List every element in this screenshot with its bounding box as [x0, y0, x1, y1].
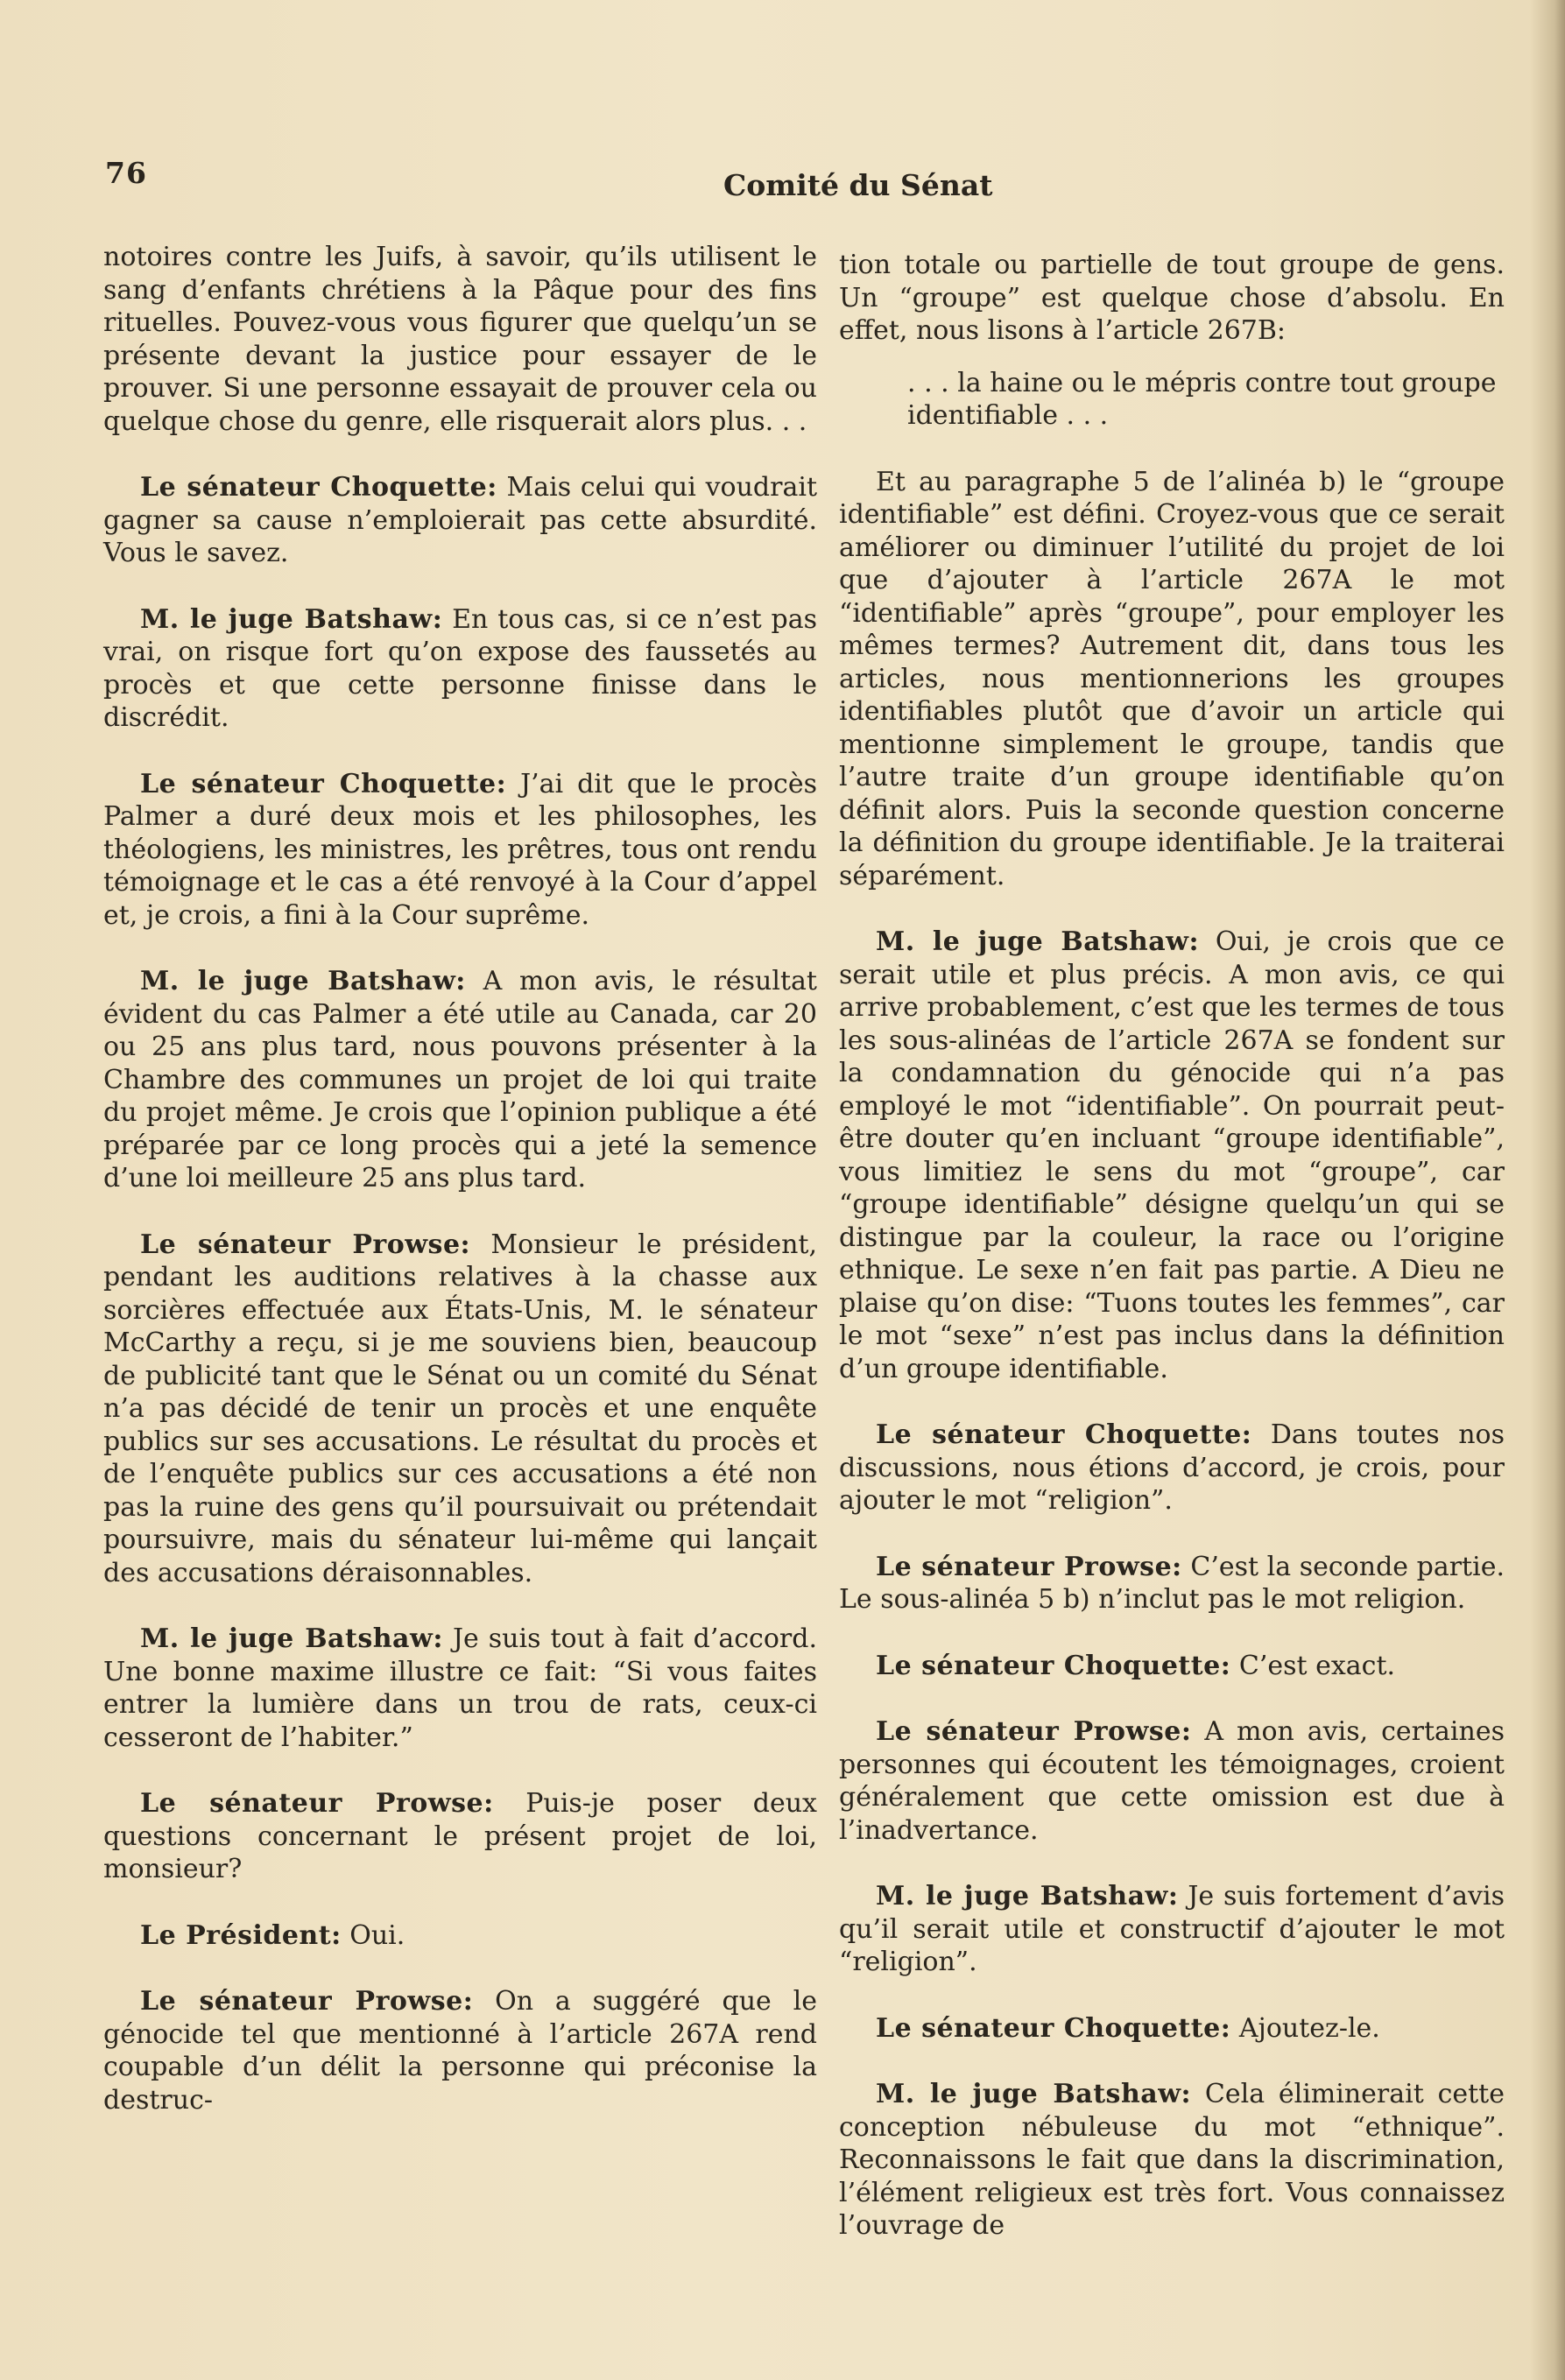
speaker-name: M. le juge Batshaw : [140, 604, 442, 635]
speech-paragraph: Le sénateur Prowse : C’est la seconde partie. Le sous-alinéa 5 b) n’inclut pas le mot religion. [839, 1551, 1505, 1616]
speaker-name: Le sénateur Choquette : [876, 2013, 1230, 2044]
speaker-name: M. le juge Batshaw : [876, 926, 1199, 957]
speech-paragraph: Le sénateur Prowse : On a suggéré que le génocide tel que mentionné à l’article 267A rend coupable d’un délit la personne qui préconise la destruc- [103, 1985, 817, 2116]
speaker-name: Le sénateur Prowse : [140, 1986, 473, 2017]
speech-paragraph: M. le juge Batshaw : A mon avis, le résultat évident du cas Palmer a été utile au Canada, car 20 ou 25 ans plus tard, nous pouvons présenter à la Chambre des communes un projet de loi qui traite du projet même. Je crois que l’opinion publique a été préparée par ce long procès qui a jeté la semence d’une loi meilleure 25 ans plus tard. [103, 965, 817, 1195]
speaker-name: Le sénateur Prowse : [876, 1552, 1182, 1582]
speaker-name: Le sénateur Prowse : [876, 1716, 1191, 1747]
block-quote: . . . la haine ou le mépris contre tout groupe identifiable . . . [907, 367, 1497, 431]
speech-paragraph: M. le juge Batshaw : En tous cas, si ce n’est pas vrai, on risque fort qu’on expose des faussetés au procès et que cette personne finisse dans le discrédit. [103, 603, 817, 735]
speaker-name: Le sénateur Choquette : [140, 769, 506, 799]
speech-paragraph: Le sénateur Prowse : Monsieur le président, pendant les auditions relatives à la chasse aux sorcières effectuée aux États-Unis, M. le sénateur McCarthy a reçu, si je me souviens bien, beaucoup de publicité tant que le Sénat ou un comité du Sénat n’a pas décidé de tenir un procès et une enquête publics sur ses accusations. Le résultat du procès et de l’enquête publics sur ces accusations a été non pas la ruine des gens qu’il poursuivait ou prétendait poursuivre, mais du sénateur lui-même qui lançait des accusations déraisonnables. [103, 1229, 817, 1590]
speech-paragraph: M. le juge Batshaw : Je suis tout à fait d’accord. Une bonne maxime illustre ce fait: “Si vous faites entrer la lumière dans un trou de rats, ceux-ci cesseront de l’habiter.” [103, 1623, 817, 1754]
speech-paragraph: Le sénateur Choquette : C’est exact. [839, 1650, 1505, 1683]
speaker-name: M. le juge Batshaw : [140, 1623, 443, 1654]
speech-paragraph: M. le juge Batshaw : Je suis fortement d’avis qu’il serait utile et constructif d’ajouter le mot “religion”. [839, 1880, 1505, 1979]
speech-paragraph: Le sénateur Prowse : Puis-je poser deux questions concernant le présent projet de loi, monsieur? [103, 1787, 817, 1886]
speech-paragraph: M. le juge Batshaw : Oui, je crois que ce serait utile et plus précis. A mon avis, ce qui arrive probablement, c’est que les termes de tous les sous-alinéas de l’article 267A se fondent sur la condamnation du génocide qui n’a pas employé le mot “identifiable”. On pourrait peut-être douter qu’en incluant “groupe identifiable”, vous limitiez le sens du mot “groupe”, car “groupe identifiable” désigne quelqu’un qui se distingue par la couleur, la race ou l’origine ethnique. Le sexe n’en fait pas partie. A Dieu ne plaise qu’on dise: “Tuons toutes les femmes”, car le mot “sexe” n’est pas inclus dans la définition d’un groupe identifiable. [839, 926, 1505, 1385]
speech-paragraph: Le sénateur Prowse : A mon avis, certaines personnes qui écoutent les témoignages, croient généralement que cette omission est due à l’inadvertance. [839, 1715, 1505, 1847]
paragraph: Et au paragraphe 5 de l’alinéa b) le “groupe identifiable” est défini. Croyez-vous que ce serait améliorer ou diminuer l’utilité du projet de loi que d’ajouter à l’article 267A le mot “identifiable” après “groupe”, pour employer les mêmes termes? Autrement dit, dans tous les articles, nous mentionnerions les groupes identifiables plutôt que d’avoir un article qui mentionne simplement le groupe, tandis que l’autre traite d’un groupe identifiable qu’on définit alors. Puis la seconde question concerne la définition du groupe identifiable. Je la traiterai séparément. [839, 466, 1505, 891]
page-edge-shadow [1530, 0, 1565, 2380]
left-column [103, 241, 817, 2150]
speech-paragraph: Le sénateur Choquette : Ajoutez-le. [839, 2012, 1505, 2046]
speaker-name: M. le juge Batshaw : [140, 966, 466, 996]
speech-paragraph: Le Président : Oui. [103, 1919, 817, 1953]
speaker-name: Le sénateur Prowse : [140, 1229, 470, 1260]
speech-paragraph: Le sénateur Choquette : J’ai dit que le procès Palmer a duré deux mois et les philosophes, les théologiens, les ministres, les prêtres, tous ont rendu témoignage et le cas a été renvoyé à la Cour d’appel et, je crois, a fini à la Cour suprême. [103, 768, 817, 933]
speaker-name: M. le juge Batshaw : [876, 1881, 1178, 1912]
speech-paragraph: Le sénateur Choquette : Mais celui qui voudrait gagner sa cause n’emploierait pas cette absurdité. Vous le savez. [103, 471, 817, 570]
speaker-name: Le sénateur Prowse : [140, 1788, 494, 1819]
paragraph: notoires contre les Juifs, à savoir, qu’ils utilisent le sang d’enfants chrétiens à la Pâque pour des fins rituelles. Pouvez-vous vous figurer que quelqu’un se présente devant la justice pour essayer de le prouver. Si une personne essayait de prouver cela ou quelque chose du genre, elle risquerait alors plus. . . [103, 242, 817, 437]
speaker-name: Le sénateur Choquette : [876, 1419, 1251, 1450]
speaker-name: Le sénateur Choquette : [876, 1651, 1230, 1681]
speech-paragraph: M. le juge Batshaw : Cela éliminerait cette conception nébuleuse du mot “ethnique”. Reconnaissons le fait que dans la discrimination, l’élément religieux est très fort. Vous connaissez l’ouvrage de [839, 2078, 1505, 2243]
speaker-name: M. le juge Batshaw : [876, 2079, 1191, 2109]
page-number: 76 [105, 156, 147, 190]
paragraph: tion totale ou partielle de tout groupe de gens. Un “groupe” est quelque chose d’absolu. En effet, nous lisons à l’article 267B: [839, 250, 1505, 346]
speaker-name: Le sénateur Choquette : [140, 472, 497, 503]
right-column [839, 249, 1505, 2276]
speaker-name: Le Président : [140, 1920, 342, 1951]
speech-paragraph: Le sénateur Choquette : Dans toutes nos discussions, nous étions d’accord, je crois, pour ajouter le mot “religion”. [839, 1419, 1505, 1517]
running-head: Comité du Sénat [723, 168, 993, 202]
